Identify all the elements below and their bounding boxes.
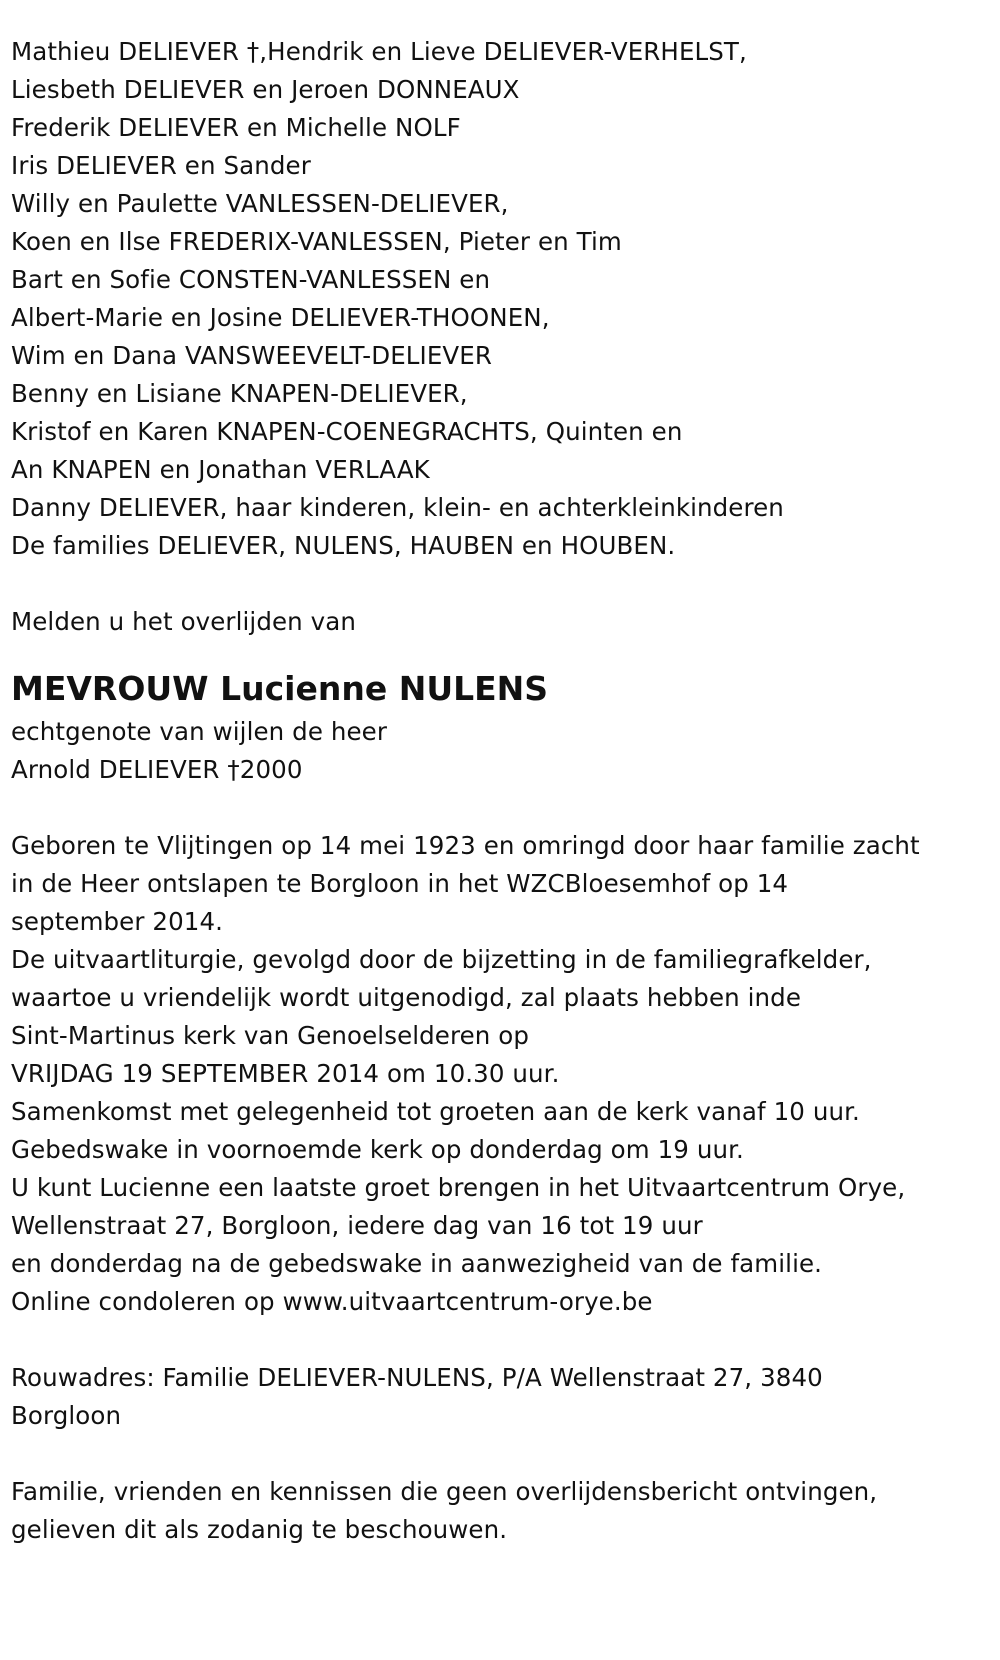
spacer	[11, 789, 991, 827]
family-line: Iris DELIEVER en Sander	[11, 151, 311, 180]
details-line: Geboren te Vlijtingen op 14 mei 1923 en omringd door haar familie zacht	[11, 831, 920, 860]
details-line: De uitvaartliturgie, gevolgd door de bijzetting in de familiegrafkelder,	[11, 945, 872, 974]
mourning-address	[11, 1359, 991, 1435]
family-line: Bart en Sofie CONSTEN-VANLESSEN en	[11, 265, 491, 294]
family-list	[11, 33, 991, 565]
details-line: Gebedswake in voornoemde kerk op donderdag om 19 uur.	[11, 1135, 744, 1164]
family-line: An KNAPEN en Jonathan VERLAAK	[11, 455, 430, 484]
family-line: Kristof en Karen KNAPEN-COENEGRACHTS, Quinten en	[11, 417, 683, 446]
details-line: U kunt Lucienne een laatste groet brengen in het Uitvaartcentrum Orye,	[11, 1173, 906, 1202]
details-line: en donderdag na de gebedswake in aanwezigheid van de familie.	[11, 1249, 823, 1278]
family-line: Albert-Marie en Josine DELIEVER-THOONEN,	[11, 303, 550, 332]
family-line: Danny DELIEVER, haar kinderen, klein- en achterkleinkinderen	[11, 493, 784, 522]
death-notice	[11, 33, 991, 1549]
family-line: Frederik DELIEVER en Michelle NOLF	[11, 113, 461, 142]
details-line: VRIJDAG 19 SEPTEMBER 2014 om 10.30 uur.	[11, 1059, 560, 1088]
details-line: Samenkomst met gelegenheid tot groeten aan de kerk vanaf 10 uur.	[11, 1097, 860, 1126]
spacer	[11, 641, 991, 665]
details-line: waartoe u vriendelijk wordt uitgenodigd, zal plaats hebben inde	[11, 983, 802, 1012]
family-line: Willy en Paulette VANLESSEN-DELIEVER,	[11, 189, 509, 218]
funeral-details	[11, 827, 991, 1321]
spacer	[11, 565, 991, 603]
details-line: in de Heer ontslapen te Borgloon in het WZCBloesemhof op 14	[11, 869, 789, 898]
spacer	[11, 1435, 991, 1473]
family-line: De families DELIEVER, NULENS, HAUBEN en HOUBEN.	[11, 531, 676, 560]
details-line: Wellenstraat 27, Borgloon, iedere dag van 16 tot 19 uur	[11, 1211, 703, 1240]
details-line: september 2014.	[11, 907, 224, 936]
details-line: Sint-Martinus kerk van Genoelselderen op	[11, 1021, 530, 1050]
announcement-text: Melden u het overlijden van	[11, 607, 357, 636]
deceased-name: MEVROUW Lucienne NULENS	[11, 669, 549, 708]
condolence-link-line: Online condoleren op www.uitvaartcentrum-orye.be	[11, 1287, 653, 1316]
spacer	[11, 1321, 991, 1359]
family-line: Wim en Dana VANSWEEVELT-DELIEVER	[11, 341, 492, 370]
closing-note	[11, 1473, 991, 1549]
family-line: Koen en Ilse FREDERIX-VANLESSEN, Pieter en Tim	[11, 227, 622, 256]
family-line: Benny en Lisiane KNAPEN-DELIEVER,	[11, 379, 468, 408]
family-line: Liesbeth DELIEVER en Jeroen DONNEAUX	[11, 75, 520, 104]
spouse-line: Arnold DELIEVER †2000	[11, 755, 303, 784]
closing-line: gelieven dit als zodanig te beschouwen.	[11, 1515, 508, 1544]
address-line: Rouwadres: Familie DELIEVER-NULENS, P/A Wellenstraat 27, 3840	[11, 1363, 823, 1392]
closing-line: Familie, vrienden en kennissen die geen overlijdensbericht ontvingen,	[11, 1477, 878, 1506]
family-line: Mathieu DELIEVER †,Hendrik en Lieve DELIEVER-VERHELST,	[11, 37, 747, 66]
spouse-line: echtgenote van wijlen de heer	[11, 717, 388, 746]
address-line: Borgloon	[11, 1401, 122, 1430]
